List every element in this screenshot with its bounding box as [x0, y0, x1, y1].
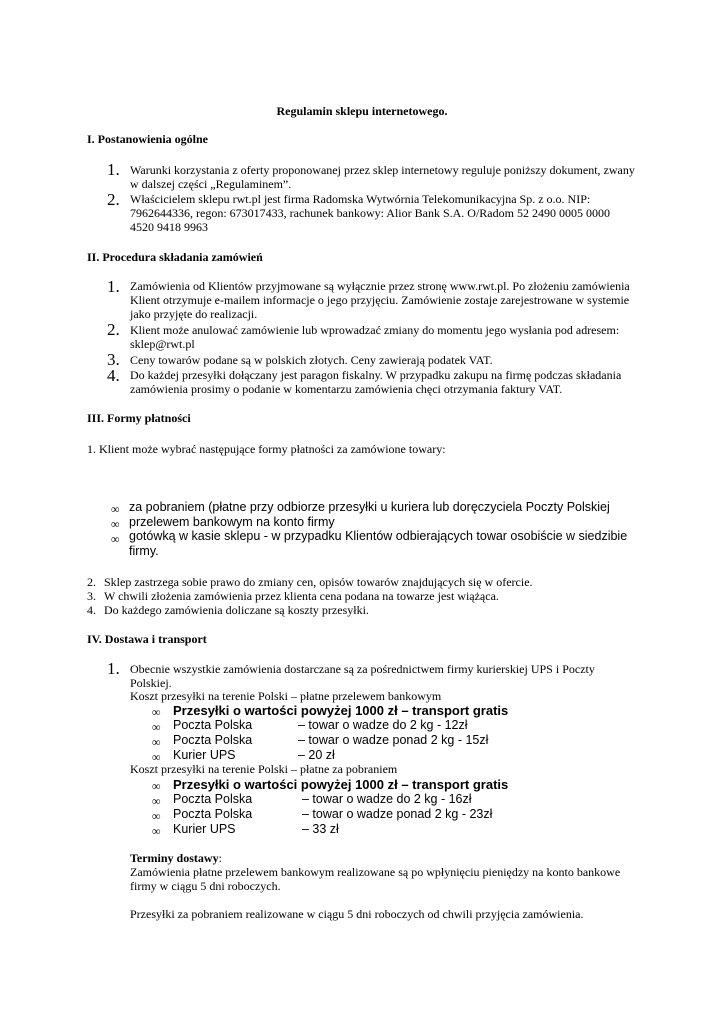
list-item-text: Klient może anulować zamówienie lub wprowadzać zmiany do momentu jego wysłania pod adresem: sklep@rwt.pl	[130, 323, 620, 351]
list-number: 4.	[87, 603, 96, 617]
section-heading-postanowienia: I. Postanowienia ogólne	[87, 132, 209, 146]
carrier-name: Poczta Polska	[173, 733, 253, 747]
list-item-text: Do każdego zamówienia doliczane są koszty przesyłki.	[104, 603, 369, 617]
list-number: 1.	[107, 160, 120, 179]
payment-method: gotówką w kasie sklepu - w przypadku Klientów odbierających towar osobiście w siedzibie firmy.	[129, 529, 628, 558]
free-shipping-note: Przesyłki o wartości powyżej 1000 zł – transport gratis	[173, 777, 509, 792]
free-shipping-note: Przesyłki o wartości powyżej 1000 zł – transport gratis	[173, 703, 509, 718]
payment-method: za pobraniem (płatne przy odbiorze przesyłki u kuriera lub doręczyciela Poczty Polskiej	[129, 500, 610, 514]
delivery-terms-title: Terminy dostawy	[130, 851, 219, 865]
list-item-text: W chwili złożenia zamówienia przez klienta cena podana na towarze jest wiążąca.	[104, 589, 499, 603]
infinity-bullet-icon: ∞	[152, 779, 161, 793]
list-item-text: Zamówienia od Klientów przyjmowane są wyłącznie przez stronę www.rwt.pl. Po złożeniu zamówienia Klient otrzymuje e-mailem informacje o jego przyjęciu. Zamówienie zostaje zarejestrowane w systemie jako przyjęte do realizacji.	[130, 279, 630, 321]
list-number: 2.	[87, 575, 96, 589]
list-item-text: Obecnie wszystkie zamówienia dostarczane są za pośrednictwem firmy kurierskiej UPS i Poczty Polskiej.	[130, 662, 595, 690]
list-item-text: Warunki korzystania z oferty proponowanej przez sklep internetowy reguluje poniższy dokument, zwany w dalszej części „Regulaminem”.	[130, 163, 635, 191]
delivery-terms-bank: Zamówienia płatne przelewem bankowym realizowane są po wpłynięciu pieniędzy na konto bankowe firmy w ciągu 5 dni roboczych.	[130, 865, 621, 893]
carrier-price: – towar o wadze do 2 kg - 12zł	[298, 718, 468, 732]
section-heading-procedura: II. Procedura składania zamówień	[87, 250, 263, 264]
carrier-name: Poczta Polska	[173, 792, 253, 806]
list-number: 2.	[107, 190, 120, 209]
delivery-terms-cod: Przesyłki za pobraniem realizowane w ciągu 5 dni roboczych od chwili przyjęcia zamówienia.	[130, 907, 584, 921]
list-number: 3.	[107, 350, 120, 369]
carrier-name: Kurier UPS	[173, 822, 236, 836]
shipping-cost-label-cod: Koszt przesyłki na terenie Polski – płatne za pobraniem	[130, 762, 398, 776]
infinity-bullet-icon: ∞	[152, 720, 161, 734]
payment-intro: 1. Klient może wybrać następujące formy płatności za zamówione towary:	[87, 442, 446, 456]
carrier-price: – towar o wadze ponad 2 kg - 23zł	[302, 807, 493, 821]
infinity-bullet-icon: ∞	[111, 502, 120, 516]
carrier-name: Kurier UPS	[173, 748, 236, 762]
infinity-bullet-icon: ∞	[152, 735, 161, 749]
list-number: 4.	[107, 366, 120, 385]
carrier-price: – towar o wadze ponad 2 kg - 15zł	[298, 733, 489, 747]
payment-method: przelewem bankowym na konto firmy	[129, 515, 335, 529]
carrier-price: – 20 zł	[298, 748, 335, 762]
list-number: 1.	[107, 277, 120, 296]
section-heading-dostawa: IV. Dostawa i transport	[87, 632, 207, 646]
list-item-text: Ceny towarów podane są w polskich złotych. Ceny zawierają podatek VAT.	[130, 353, 493, 367]
infinity-bullet-icon: ∞	[152, 794, 161, 808]
infinity-bullet-icon: ∞	[152, 824, 161, 838]
infinity-bullet-icon: ∞	[111, 517, 120, 531]
carrier-price: – 33 zł	[302, 822, 339, 836]
infinity-bullet-icon: ∞	[152, 705, 161, 719]
list-item-text: Do każdej przesyłki dołączany jest paragon fiskalny. W przypadku zakupu na firmę podczas składania zamówienia prosimy o podanie w komentarzu zamówienia chęci otrzymania faktury VAT.	[130, 368, 622, 396]
list-number: 2.	[107, 320, 120, 339]
carrier-name: Poczta Polska	[173, 718, 253, 732]
infinity-bullet-icon: ∞	[152, 750, 161, 764]
list-number: 3.	[87, 589, 96, 603]
list-number: 1.	[107, 659, 120, 678]
carrier-name: Poczta Polska	[173, 807, 253, 821]
list-item-text: Właścicielem sklepu rwt.pl jest firma Radomska Wytwórnia Telekomunikacyjna Sp. z o.o. NIP: 7962644336, regon: 673017433, rachunek bankowy: Alior Bank S.A. O/Radom 52 2490 0005 0000 4520 9418 9963	[130, 192, 610, 234]
section-heading-formy-platnosci: III. Formy płatności	[87, 411, 191, 425]
shipping-cost-label-bank: Koszt przesyłki na terenie Polski – płatne przelewem bankowym	[130, 689, 442, 703]
infinity-bullet-icon: ∞	[111, 532, 120, 546]
infinity-bullet-icon: ∞	[152, 809, 161, 823]
delivery-terms-heading	[130, 851, 222, 865]
delivery-terms-colon: :	[218, 851, 222, 865]
document-title: Regulamin sklepu internetowego.	[276, 104, 448, 118]
list-item-text: Sklep zastrzega sobie prawo do zmiany cen, opisów towarów znajdujących się w ofercie.	[104, 575, 533, 589]
carrier-price: – towar o wadze do 2 kg - 16zł	[302, 792, 472, 806]
